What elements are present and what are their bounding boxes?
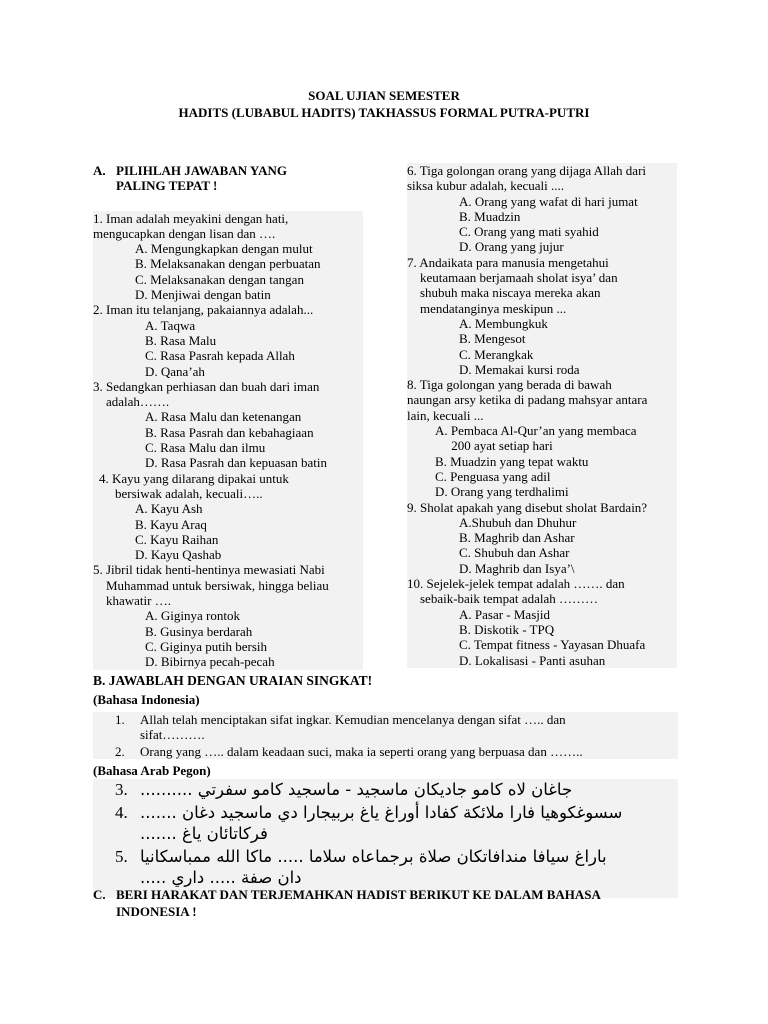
question-item [93, 379, 363, 471]
question-item [407, 255, 677, 377]
question-item [407, 377, 677, 499]
item-number: 5. [115, 847, 128, 866]
item-number: 1. [115, 712, 125, 727]
question-text: shubuh maka niscaya mereka akan [420, 285, 601, 301]
exam-subtitle: HADITS (LUBABUL HADITS) TAKHASSUS FORMAL PUTRA-PUTRI [178, 105, 590, 120]
answer-option: C. Merangkak [459, 346, 534, 362]
item-text: باراغ سيافا مندافاتكان صلاة برجماعاه سلاما ..... ماكا الله ممباسكانيا [140, 847, 607, 866]
answer-option: A.Shubuh dan Dhuhur [459, 514, 577, 530]
question-text: naungan arsy ketika di padang mahsyar antara [407, 392, 648, 408]
list-item [115, 779, 678, 800]
left-question-list [93, 211, 363, 670]
question-item [93, 471, 363, 563]
question-item [407, 576, 677, 668]
question-text: keutamaan berjamaah sholat isya’ dan [420, 270, 618, 286]
item-number: 3. [115, 780, 128, 799]
answer-option: D. Maghrib dan Isya’\ [459, 560, 575, 576]
answer-option: D. Rasa Pasrah dan kepuasan batin [145, 455, 327, 471]
answer-option: B. Maghrib dan Ashar [459, 530, 575, 546]
section-b-sub-indonesia: (Bahasa Indonesia) [93, 692, 200, 707]
question-text: lain, kecuali ... [407, 407, 484, 423]
answer-option: A. Orang yang wafat di hari jumat [459, 193, 638, 209]
answer-option: D. Menjiwai dengan batin [135, 287, 271, 303]
answer-option: A. Pembaca Al-Qur’an yang membaca [435, 423, 637, 439]
item-number: 2. [115, 744, 125, 759]
question-text: mengucapkan dengan lisan dan …. [93, 225, 276, 241]
answer-option: A. Pasar - Masjid [459, 606, 550, 622]
question-text: 4. Kayu yang dilarang dipakai untuk [99, 470, 289, 486]
question-item [407, 163, 677, 255]
right-column [407, 163, 677, 668]
answer-option: D. Orang yang jujur [459, 239, 564, 255]
question-text: 8. Tiga golongan yang berada di bawah [407, 377, 612, 393]
answer-option: D. Bibirnya pecah-pecah [145, 654, 275, 670]
answer-option: A. Mengungkapkan dengan mulut [135, 241, 313, 257]
question-item [407, 500, 677, 576]
section-a-heading [93, 163, 363, 194]
answer-option: D. Qana’ah [145, 363, 205, 379]
question-text: 2. Iman itu telanjang, pakaiannya adalah... [93, 302, 314, 318]
item-text: دان صفة ..... داري ..... [140, 868, 302, 887]
answer-option: C. Giginya putih bersih [145, 638, 268, 654]
item-text: فركاتائان ياغ ....... [140, 824, 268, 843]
item-text: sifat………. [140, 727, 205, 742]
list-item [115, 712, 678, 742]
question-text: 3. Sedangkan perhiasan dan buah dari iman [93, 378, 320, 394]
section-c-title-line2: INDONESIA ! [116, 904, 197, 919]
question-text: 5. Jibril tidak henti-hentinya mewasiati Nabi [93, 562, 325, 578]
answer-option: A. Membungkuk [459, 315, 548, 331]
item-text: سسوغكوهيا فارا ملائكة كفادا أوراغ ياغ بربيجارا دي ماسجيد دغان ....... [140, 803, 623, 822]
answer-option: B. Rasa Pasrah dan kebahagiaan [145, 424, 314, 440]
answer-option: A. Giginya rontok [145, 608, 240, 624]
section-b [93, 673, 678, 898]
answer-option: D. Lokalisasi - Panti asuhan [459, 652, 606, 668]
question-text: mendatanginya meskipun ... [420, 300, 567, 316]
section-b-heading: B. JAWABLAH DENGAN URAIAN SINGKAT! [93, 673, 373, 688]
answer-option: B. Muadzin yang tepat waktu [435, 453, 589, 469]
answer-option: A. Rasa Malu dan ketenangan [145, 409, 302, 425]
answer-option: C. Kayu Raihan [135, 531, 219, 547]
question-text: bersiwak adalah, kecuali….. [115, 485, 263, 501]
answer-option: C. Shubuh dan Ashar [459, 545, 570, 561]
section-c-title-line1: BERI HARAKAT DAN TERJEMAHKAN HADIST BERIKUT KE DALAM BAHASA [116, 887, 601, 902]
answer-option: C. Penguasa yang adil [435, 468, 551, 484]
answer-option: A. Taqwa [145, 317, 196, 333]
question-text: 7. Andaikata para manusia mengetahui [407, 254, 609, 270]
section-a-title-line1: PILIHLAH JAWABAN YANG [116, 163, 287, 178]
question-item [93, 211, 363, 303]
answer-option: C. Tempat fitness - Yayasan Dhuafa [459, 637, 646, 653]
question-text: khawatir …. [106, 593, 171, 609]
item-text: جاغان لاه كامو جاديكان ماسجيد - ماسجيد كامو سفرتي .......... [140, 780, 573, 799]
indonesia-question-list [93, 712, 678, 759]
question-item [93, 302, 363, 378]
answer-option: B. Diskotik - TPQ [459, 621, 555, 637]
section-a-letter: A. [93, 163, 106, 178]
answer-option: C. Rasa Pasrah kepada Allah [145, 348, 295, 364]
item-text: Allah telah menciptakan sifat ingkar. Kemudian mencelanya dengan sifat ….. dan [140, 712, 566, 727]
answer-option: B. Melaksanakan dengan perbuatan [135, 256, 321, 272]
question-text: 10. Sejelek-jelek tempat adalah ……. dan [407, 576, 625, 592]
answer-option: B. Mengesot [459, 331, 526, 347]
answer-option: D. Kayu Qashab [135, 547, 222, 563]
item-text: Orang yang ….. dalam keadaan suci, maka ia seperti orang yang berpuasa dan …….. [140, 744, 583, 759]
answer-option: C. Orang yang mati syahid [459, 224, 599, 240]
section-c-heading [93, 886, 678, 920]
question-text: 9. Sholat apakah yang disebut sholat Bardain? [407, 499, 648, 515]
answer-option: C. Rasa Malu dan ilmu [145, 440, 266, 456]
answer-option: C. Melaksanakan dengan tangan [135, 271, 304, 287]
pegon-question-list [93, 779, 678, 898]
right-question-list [407, 163, 677, 668]
item-number: 4. [115, 803, 128, 822]
answer-option: B. Gusinya berdarah [145, 623, 253, 639]
answer-option: A. Kayu Ash [135, 501, 203, 517]
question-text: adalah……. [106, 394, 170, 410]
question-text: 6. Tiga golongan orang yang dijaga Allah dari [407, 163, 647, 178]
section-b-sub-pegon: (Bahasa Arab Pegon) [93, 763, 211, 778]
answer-option: D. Memakai kursi roda [459, 361, 580, 377]
list-item [115, 802, 678, 844]
answer-option: B. Rasa Malu [145, 332, 217, 348]
question-text: sebaik-baik tempat adalah ……… [420, 591, 598, 607]
section-a-title-line2: PALING TEPAT ! [116, 178, 218, 194]
question-item [93, 562, 363, 669]
answer-option: D. Orang yang terdhalimi [435, 484, 569, 500]
question-text: Muhammad untuk bersiwak, hingga beliau [106, 577, 329, 593]
question-text: 1. Iman adalah meyakini dengan hati, [93, 210, 289, 226]
list-item [115, 744, 678, 759]
answer-option: 200 ayat setiap hari [435, 438, 553, 454]
question-text: siksa kubur adalah, kecuali .... [407, 178, 565, 194]
answer-option: B. Kayu Araq [135, 516, 207, 532]
answer-option: B. Muadzin [459, 208, 521, 224]
section-c-letter: C. [93, 887, 106, 902]
exam-title: SOAL UJIAN SEMESTER [308, 88, 460, 103]
left-column [93, 163, 363, 670]
list-item [115, 846, 678, 888]
